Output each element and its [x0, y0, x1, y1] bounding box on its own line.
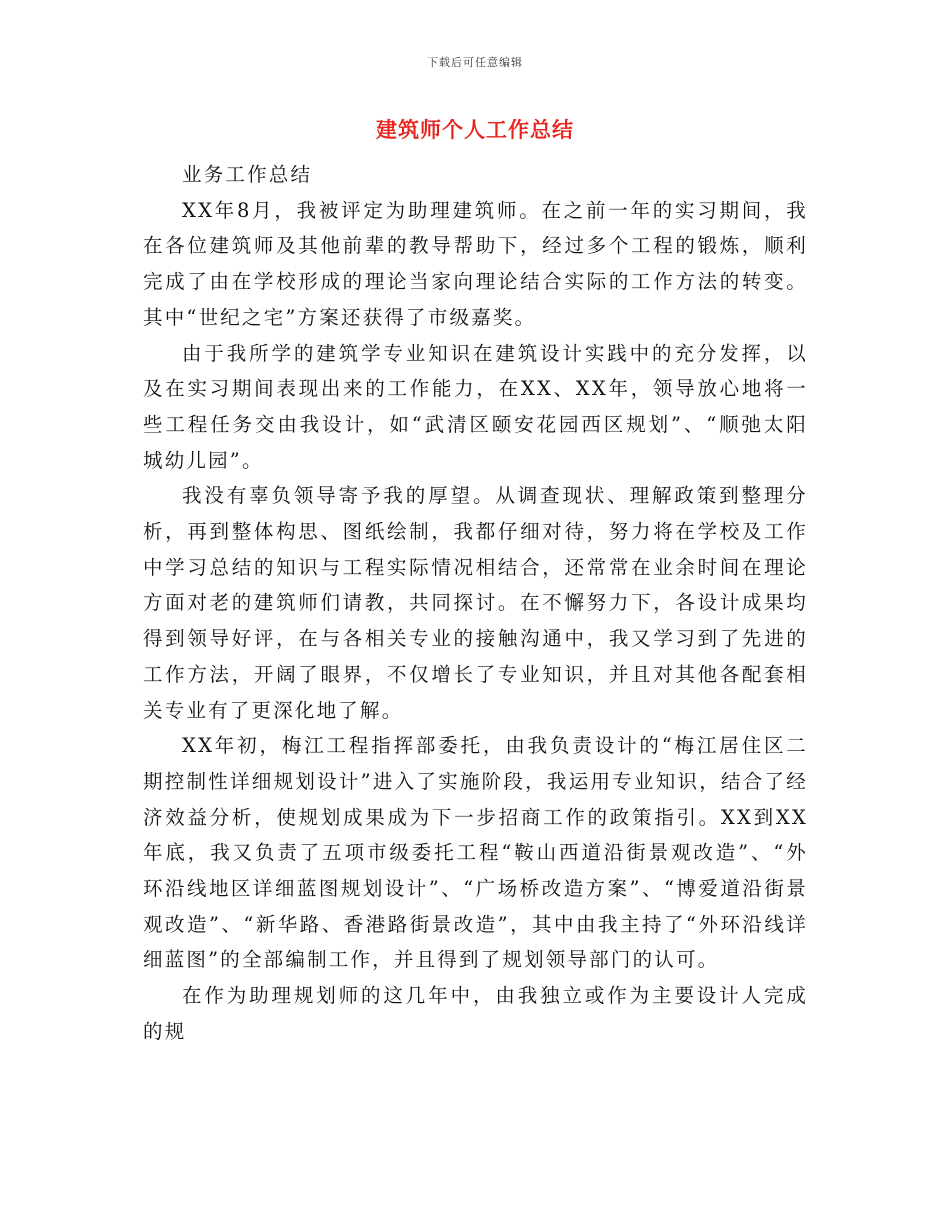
document-title: 建筑师个人工作总结	[376, 117, 574, 142]
body-paragraph: 在作为助理规划师的这几年中，由我独立或作为主要设计人完成的规	[143, 984, 808, 1043]
document-body	[143, 157, 808, 1050]
page-header-note: 下载后可任意编辑	[427, 56, 523, 69]
body-paragraph: 我没有辜负领导寄予我的厚望。从调查现状、理解政策到整理分析，再到整体构思、图纸绘制，我都仔细对待，努力将在学校及工作中学习总结的知识与工程实际情况相结合，还常常在业余时间在理论方面对老的建筑师们请教，共同探讨。在不懈努力下，各设计成果均得到领导好评，在与各相关专业的接触沟通中，我又学习到了先进的工作方法，开阔了眼界，不仅增长了专业知识，并且对其他各配套相关专业有了更深化地了解。	[143, 484, 808, 722]
body-paragraph: XX年8月，我被评定为助理建筑师。在之前一年的实习期间，我在各位建筑师及其他前辈的教导帮助下，经过多个工程的锻炼，顺利完成了由在学校形成的理论当家向理论结合实际的工作方法的转变。其中“世纪之宅”方案还获得了市级嘉奖。	[143, 198, 808, 329]
body-paragraph: 由于我所学的建筑学专业知识在建筑设计实践中的充分发挥，以及在实习期间表现出来的工作能力，在XX、XX年，领导放心地将一些工程任务交由我设计，如“武清区颐安花园西区规划”、“顺弛太阳城幼儿园”。	[143, 341, 808, 472]
section-heading: 业务工作总结	[182, 163, 313, 186]
body-paragraph: XX年初，梅江工程指挥部委托，由我负责设计的“梅江居住区二期控制性详细规划设计”进入了实施阶段，我运用专业知识，结合了经济效益分析，使规划成果成为下一步招商工作的政策指引。XX到XX年底，我又负责了五项市级委托工程“鞍山西道沿街景观改造”、“外环沿线地区详细蓝图规划设计”、“广场桥改造方案”、“博爱道沿街景观改造”、“新华路、香港路街景改造”，其中由我主持了“外环沿线详细蓝图”的全部编制工作，并且得到了规划领导部门的认可。	[143, 734, 808, 972]
